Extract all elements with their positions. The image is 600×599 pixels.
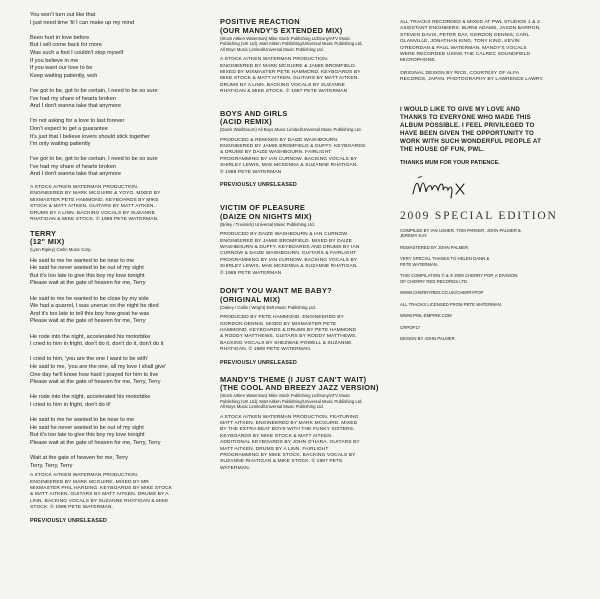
credit-boys-and-girls: PRODUCED & REMIXED BY DAIZE WASHBOURN. ENGINEERED BY JAMIE BROMFIELD & DUFFY. KEYBOARDS & DRUMS BY DAIZE WASHBOURN. FAIRLIGHT PROGRAMMING BY IAN CURNOW. BACKING VOCALS BY SHIRLEY LEWIS, MAE MCKENNA & SUZANNE RHATIGAN. © 1988 PETE WATERMAN (220, 137, 366, 175)
cherry-red-website-link[interactable]: WWW.CHERRYRED.CO.UK/CHERRYPOP (400, 290, 484, 296)
lyrics-terry: He said to me he wanted to be near to me He said he never wanted to be out of my sight But it's too late to give this boy my love tonight Please wait at the gate of heaven for me, Terry He said to me he wanted to be close by my side We had a quarrel, I was unerue on the night he died And it's too late to tell this boy how great he was Please wait at the gate of heaven for me, Terry He rode into the night, accelerated his motorbike I cried to him in fright, don't do it, don't do it, don't do it I cried to him, 'you are the one I want to be with' He said to me, 'you are the one, all my love I shall give' One day he'll know how hard I prayed for him to live Please wait at the gate of heaven for me, Terry, Terry He rode into the night, accelerated his motorbike I cried to him in fright, don't do it! He said to me he wanted to be near to me He said he never wanted to be out of my sight But it's too late to give this boy my love tonight Please wait at the gate of heaven for me, Terry, Terry Wait at the gate of heaven for me, Terry Terry, Terry, Terry (30, 257, 167, 469)
previously-unreleased-label: PREVIOUSLY UNRELEASED (220, 182, 297, 189)
lyrics-verse-1: You won't turn out like that I just need time 'til I can make up my mind Been hurt in love before But I will come back for more Was such a fool I couldn't stop myself If you believe in me If you want our love to be Keep waiting patiently, woh I've got to be, got to be certain, I need to be so sure I've had my share of hearts broken And I don't wanna take that anymore I'm not asking for a love to last forever Don't expect to get a guarantee It's just that I believe lovers should stick together I'm only waiting patiently I've got to be, got to be certain, I need to be so sure I've had my share of hearts broken And I don't wanna take that anymore (30, 12, 158, 178)
track-title-positive-reaction: POSITIVE REACTION (OUR MANDY'S EXTENDED MIX) (220, 17, 343, 35)
track-title-victim-of-pleasure: VICTIM OF PLEASURE (DAIZE ON NIGHTS MIX) (220, 203, 312, 221)
compiled-by: COMPILED BY IAN USHER, TOM PARKER, JOHN PALMER & JEREMY KAY. (400, 227, 521, 239)
design-photo-credit: ORIGINAL DESIGN BY RICE, COURTESY OF ALFA RECORDS, JAPAN. PHOTOGRAPHY BY LAWRENCE LAWRY. (400, 70, 544, 83)
publisher-positive-reaction: (Stock Aitken Waterman) Mike Stock Publishing Ltd/Sony/ATV Music Publishing (UK Ltd), Matt Aitken Publishing/Universal Music Publishing Ltd, All Boys Music Limited/Universal Music Publishing Ltd. (220, 35, 363, 52)
track-title-mandys-theme: MANDY'S THEME (I JUST CAN'T WAIT) (THE COOL AND BREEZY JAZZ VERSION) (220, 374, 379, 393)
catalogue-number: CRPOP17 (400, 324, 421, 330)
thanks-mum: THANKS MUM FOR YOUR PATIENCE. (400, 159, 500, 166)
design-by: DESIGN BY JOHN PALMER (400, 336, 455, 342)
track-title-dont-you-want-me: DON'T YOU WANT ME BABY? (ORIGINAL MIX) (220, 286, 332, 304)
publisher-boys-and-girls: (Daize Washbourn) All Boys Music Limited/Universal Music Publishing Ltd. (220, 127, 362, 133)
credit-positive-reaction: A STOCK AITKEN WATERMAN PRODUCTION. ENGINEERED BY MARK MCGUIRE & JAMIE BROMFIELD. MIXED BY MIXMASTER PETE HAMMOND. KEYBOARDS BY MIKE STOCK & MATT AITKEN. GUITARS BY MATT AITKEN. DRUMS BY A LINN. BACKING VOCALS BY SUZANNE RHATIGAN & MIKE STOCK. © 1987 PETE WATERMAN (220, 57, 361, 95)
signature (410, 172, 470, 202)
remastered-by: REMASTERED BY JOHN PALMER. (400, 244, 470, 250)
compilation-copyright: THIS COMPILATION © & ℗ 2009 CHERRY POP, A DIVISION OF CHERRY RED RECORDS LTD. (400, 273, 518, 284)
studio-credits: ALL TRACKS RECORDED & MIXED AT PWL STUDIOS 1 & 2. ASSISTANT ENGINEERS: BURNI ADAMS, JASON BARRON, STEVEN DAVIS, PETER DAY, GORDON DENNIS, CARL GLANVILLE, JONATHAN KING, TONY KING, KEVIN O'REORDAN & PAUL WATERMAN. MANDY'S VOCALS WERE RECORDED USING THE CALREC SOUNDFIELD MICROPHONE. (400, 20, 542, 64)
credit-dont-you-want-me: PRODUCED BY PETE HAMMOND. ENGINEERED BY GORDON DENNIS. MIXED BY MIXMASTER PETE HAMMOND. KEYBOARDS & DRUMS BY PETE HAMMOND & RODDY MATTHEWS. GUITARS BY RODDY MATTHEWS. BACKING VOCALS BY SHEZWAE POWELL & SUZANNE RHATIGAN. © 1989 PETE WATERMAN. (220, 315, 357, 353)
credit-victim-of-pleasure: PRODUCED BY DAIZE WASHBOURN & IAN CURNOW. ENGINEERED BY JAMIE BROMFIELD. MIXED BY DAIZE WASHBOURN & DUFFY. KEYBOARDS AND DRUMS BY IAN CURNOW & DAIZE WASHBOURN. GUITARS & FAIRLIGHT PROGRAMMING BY IAN CURNOW. BACKING VOCALS BY SHIRLEY LEWIS, MAE MCKENNA & SUZANNE RHATIGAN. © 1988 PETE WATERMAN (220, 232, 360, 276)
special-thanks: VERY SPECIAL THANKS TO HELEN DANN & PETE WATERMAN. (400, 256, 490, 267)
publisher-terry: (Lynn Ripley) Carlin Music Corp. (30, 247, 92, 253)
thank-you-message: I WOULD LIKE TO GIVE MY LOVE AND THANKS TO EVERYONE WHO MADE THIS ALBUM POSSIBLE. I FEEL PRIVILEGED TO HAVE BEEN GIVEN THE OPPORTUNITY TO WORK WITH SUCH WONDERFUL PEOPLE AT THE HOUSE OF FUN, PWL. (400, 105, 542, 153)
pwl-website-link[interactable]: WWW.PWL-EMPIRE.COM (400, 313, 452, 319)
production-credit-1: A STOCK AITKEN WATERMAN PRODUCTION. ENGINEERED BY MARK MCGUIRE & YOYO. MIXED BY MIXMASTER PETE HAMMOND. KEYBOARDS BY MIKE STOCK & MATT AITKEN. GUITARS BY MATT AITKEN. DRUMS BY A LINN. BACKING VOCALS BY SUZANNE RHATIGAN & MIKE STOCK. © 1988 PETE WATERMAN. (30, 185, 161, 223)
production-credit-terry: A STOCK AITKEN WATERMAN PRODUCTION. ENGINEERED BY MARK MCGUIRE. MIXED BY MR MIXMASTER PHIL HARDING. KEYBOARDS BY MIKE STOCK & MATT AITKEN. GUITARS BY MATT AITKEN. DRUMS BY A LINN. BACKING VOCALS BY SUZANNE RHATIGAN & MIKE STOCK. © 1986 PETE WATERMAN. (30, 473, 173, 511)
publisher-victim-of-pleasure: (Briley / Trevisick) Universal Music Publishing Ltd. (220, 221, 315, 227)
column-left (30, 12, 205, 524)
signature-icon (410, 172, 470, 202)
previously-unreleased-label: PREVIOUSLY UNRELEASED (220, 359, 297, 366)
publisher-dont-you-want-me: (Oakey / Callis / Wright) EMI Music Publishing Ltd. (220, 304, 316, 310)
track-title-boys-and-girls: BOYS AND GIRLS (ACID REMIX) (220, 108, 288, 127)
special-edition-heading: 2009 SPECIAL EDITION (400, 209, 558, 222)
previously-unreleased-label: PREVIOUSLY UNRELEASED (30, 517, 107, 524)
credit-mandys-theme: A STOCK AITKEN WATERMAN PRODUCTION. FEATURING MATT AITKEN. ENGINEERED BY MARK MCGUIRE. MIXED BY THE EXTRA BEAT BOYS WITH THE FUNKY SISTERS. KEYBOARDS BY MIKE STOCK & MATT AITKEN. ADDITIONAL KEYBOARDS BY JOHN O'HARA. GUITARS BY MATT AITKEN. DRUMS BY A LINN. FAIRLIGHT PROGRAMMING BY MIKE STOCK. BACKING VOCALS BY SUZANNE RHATIGAN & MIKE STOCK. © 1987 PETE WATERMAN. (220, 414, 360, 471)
licensed-from: ALL TRACKS LICENSED FROM PETE WATERMAN. (400, 301, 502, 307)
column-right (400, 20, 585, 342)
track-title-terry: TERRY (12" MIX) (30, 228, 65, 247)
publisher-mandys-theme: (Stock Aitken Waterman) Mike Stock Publishing Ltd/Sony/ATV Music Publishing (UK Ltd), Matt Aitken Publishing/Universal Music Publishing Ltd, All Boys Music Limited/Universal Music Publishing Ltd. (220, 393, 363, 410)
column-middle (220, 18, 395, 472)
